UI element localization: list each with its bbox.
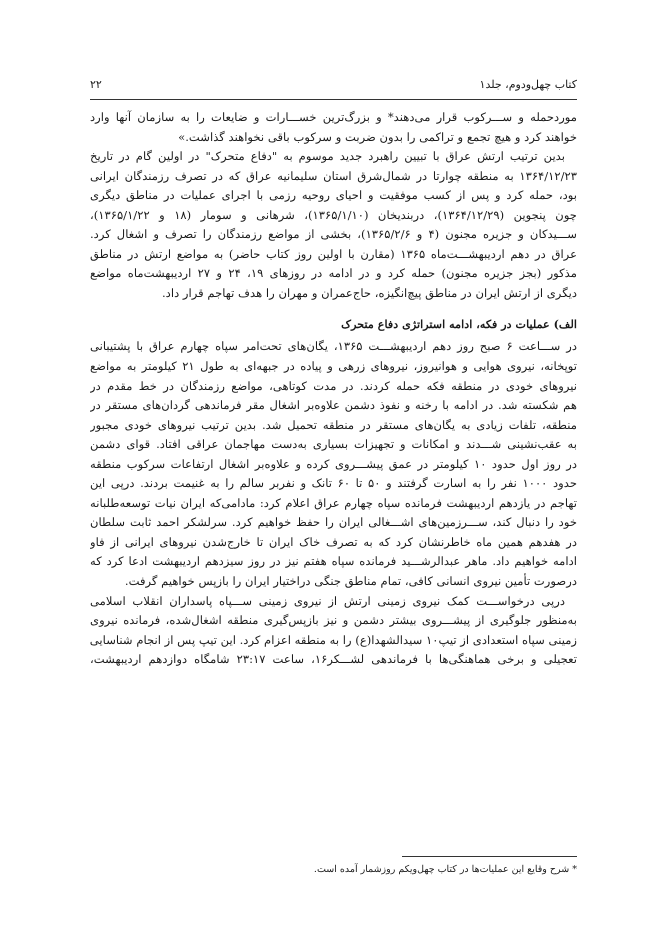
paragraph-group-section [90,337,577,669]
running-header [90,78,577,96]
text-line: در روز اول حدود ۱۰ کیلومتر در عمق پیشـــروی کرده و علاوه‌بر اشغال ارتفاعات سرکوب منطقه [90,456,577,471]
header-divider [90,99,577,100]
text-line: به عقب‌نشینی شـــدند و امکانات و تجهیزات بسیاری به‌دست مهاجمان عراقی افتاد. قوای دشمن [90,437,577,452]
text-line: بدین ترتیب ارتش عراق با تبیین راهبرد جدید موسوم به "دفاع متحرک" در اولین گام در تاریخ [90,149,565,164]
footnote: * شرح وقایع این عملیات‌ها در کتاب چهل‌ویکم روزشمار آمده است. [313,864,577,875]
text-line: عراق در دهم اردیبهشـــت‌ماه ۱۳۶۵ (مقارن با اولین روز کتاب حاضر) به مواضع ارتش در مناطق [90,246,577,261]
text-line: درپی درخواســـت کمک نیروی زمینی ارتش از نیروی زمینی ســـپاه پاسداران انقلاب اسلامی [90,593,565,608]
footnote-divider [402,856,577,857]
text-line: هم شکسته شد. در ادامه با رخنه و نفوذ دشمن علاوه‌بر اشغال مقر فرماندهی گردان‌های مستقر در [90,398,577,413]
section-heading: الف) عملیات در فکه، ادامه استراتژی دفاع متحرک [341,317,577,332]
text-line: ادامه خواهیم داد. ماهر عبدالرشـــید فرمانده سپاه هفتم نیز در روز سیزدهم اردیبهشت ادعا کرد که [90,554,577,569]
paragraph-group-intro [90,108,577,303]
text-line: در ســـاعت ۶ صبح روز دهم اردیبهشـــت ۱۳۶۵، یگان‌های تحت‌امر سپاه چهارم عراق با پشتیبانی [90,339,577,354]
body-text [90,108,577,670]
text-line: منطقه، تلفات زیادی به یگان‌های مستقر در منطقه تحمیل شد. بدین ترتیب نیروهای خودی مجبور [90,417,577,432]
text-line: به‌منظور جلوگیری از پیشـــروی بیشتر دشمن و نیز بازپس‌گیری منطقه اشغال‌شده، فرمانده نیروی [90,613,577,628]
text-line: چون پنجوین (۱۳۶۴/۱۲/۲۹)، دربندیخان (۱۳۶۵/۱/۱۰)، شرهانی و سومار (۱۸ و ۱۳۶۵/۱/۲۲)، [90,207,577,222]
text-line: بود، حمله کرد و پس از کسب موفقیت و احیای روحیه رزمی با اجرای عملیات در مناطق دیگری [90,188,577,203]
book-title: کتاب چهل‌ودوم، جلد۱ [479,78,577,91]
text-line: تعجیلی و برخی هماهنگی‌ها با فرماندهی لشـــکر۱۶، ساعت ۲۳:۱۷ شامگاه دوازدهم اردیبهشت، [90,652,577,667]
text-line: زمینی سپاه استعدادی از تیپ۱۰ سیدالشهدا(ع) را به منطقه اعزام کرد. این تیپ پس از انجام شناسایی [90,632,577,647]
text-line: حدود ۱۰۰۰ نفر را به اسارت گرفتند و ۵۰ تا ۶۰ تانک و نفربر سالم را به غنیمت بردند. درپی این [90,476,577,491]
page-number: ۲۲ [90,78,102,91]
text-line: ســـیدکان و جزیره مجنون (۴ و ۱۳۶۵/۲/۶)، بخشی از مواضع رزمندگان را تصرف و اشغال کرد. [90,227,577,242]
text-line: توپخانه، نیروی هوایی و هوانیروز، نیروهای زرهی و پیاده در جبهه‌ای به طول ۲۱ کیلومتر به مواضع [90,359,577,374]
text-line: موردحمله و ســـرکوب قرار می‌دهند* و بزرگ‌ترین خســـارات و ضایعات را به سازمان آنها وارد [90,110,577,124]
text-line: نیروهای خودی در منطقه فکه حمله کردند. در مدت کوتاهی، مواضع رزمندگان در خط مقدم در [90,378,577,393]
text-line: ۱۳۶۴/۱۲/۲۳ به منطقه چوارتا در شمال‌شرق استان سلیمانیه عراق که در تصرف رزمندگان ایرانی [90,168,577,183]
text-line: خواهند کرد و هیچ تجمع و تراکمی را بدون ضربت و سرکوب باقی نخواهند گذاشت.» [178,129,577,144]
text-line: درصورت تأمین نیروی انسانی کافی، تمام مناطق جنگی دراختیار ایران را بازپس خواهیم گرفت. [124,574,577,589]
text-line: تهاجم در یازدهم اردیبهشت فرمانده سپاه چهارم عراق اعلام کرد: مادامی‌که ایران نیات توسعه‌طلبانه [90,495,577,510]
text-line: دیگری از ارتش ایران در مناطق پیچ‌انگیزه، حاج‌عمران و مهران را هدف تهاجم قرار داد. [162,285,577,300]
text-line: مذکور (بجز جزیره مجنون) حمله کرد و در ادامه در روزهای ۱۹، ۲۴ و ۲۷ اردیبهشت‌ماه مواضع [90,266,577,281]
text-line: در هفدهم همین ماه خاطرنشان کرد که به تصرف خاک ایران تا خارج‌شدن نیروهای ایرانی از فاو [90,534,577,549]
text-line: خود را دنبال کند، ســـرزمین‌های اشـــغالی ایران را حفظ خواهیم کرد. سرلشکر احمد ثابت سلطان [90,515,577,530]
